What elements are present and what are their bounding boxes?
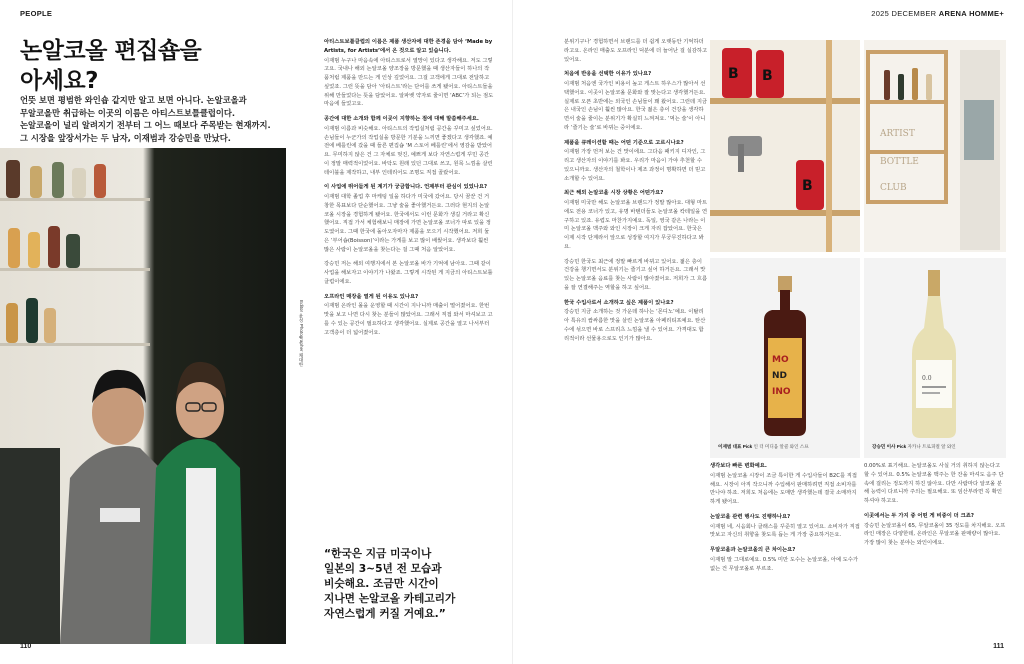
white-wine-bottle-illustration xyxy=(864,258,1006,458)
interview-question: 제품을 큐레이션할 때는 어떤 기준으로 고르시나요? xyxy=(564,139,684,146)
svg-text:ND: ND xyxy=(772,371,788,381)
body-column-3 xyxy=(710,462,860,652)
svg-text:B: B xyxy=(802,178,813,194)
interview-answer: 강승민 저는 해외 여행지에서 본 논알코올 바가 기억에 남아요. 그때 같이 사업을 해보자고 이야기가 나왔죠. 그렇게 시작된 게 지금의 아티스트보틀클럽이에요. xyxy=(324,261,493,285)
store-sign-text: ARTIST xyxy=(880,129,915,139)
deck xyxy=(20,94,320,144)
interview-answer: 이재범 누구나 마음속에 아티스트로서 열망이 있다고 생각해요. 저도 그렇고요. 국내나 해외 논알코올 양조장을 방문했을 때 생산자들이 하나의 작품처럼 제품을 만드는 게 인상 깊었어요. 그걸 고객에게 그대로 전달하고 싶었죠. 그런 뜻을 담아 ‘아티스트’라는 단어를 쓰게 됐어요. 아티스트들을 위해 만들었다는 뜻을 담았어요. 알파벳 약자로 줄이면 ‘ABC’가 되는 점도 마음에 들었고요. xyxy=(324,57,494,108)
pull-quote-line: “한국은 지금 미국이나 xyxy=(324,547,432,560)
shelf-illustration xyxy=(710,40,860,252)
interview-answer: 0.00%로 표기해요. 논알코올도 사실 거의 취하지 않는다고 할 수 있어요. 0.5% 논알코올 맥주는 한 잔을 마셔도 음주 단속에 걸리는 정도까지 하진 않아요. 다만 사람마다 알코올 분해 능력이 다르니까 주의는 필요해요. 또 임산부라면 꼭 확인하셔야 하고요. xyxy=(864,463,1004,504)
deck-line: 그 시장을 앞장서가는 두 남자, 이재범과 강승민을 만났다. xyxy=(20,132,231,143)
interview-question: 생각보다 빠른 변화예요. xyxy=(710,463,767,469)
interview-question: 아티스트보틀클럽의 이름은 제품 생산자에 대한 존경을 담아 ‘Made by Artists, for Artists’에서 온 것으로 알고 있습니다. xyxy=(324,39,493,54)
headline xyxy=(20,36,320,96)
pull-quote-line: 자연스럽게 커질 거예요.” xyxy=(324,607,446,620)
product-caption-1 xyxy=(718,444,809,450)
portrait-photo xyxy=(0,148,286,644)
deck-line: 언뜻 보면 평범한 와인숍 같지만 알고 보면 아니다. 논알코올과 xyxy=(20,95,247,105)
interview-question: 이 사업에 뛰어들게 된 계기가 궁금합니다. 언제부터 관심이 있었나요? xyxy=(324,184,488,191)
interview-question: 이곳에서는 두 가지 중 어떤 게 비중이 더 크죠? xyxy=(864,512,974,519)
interview-question: 무알코올과 논알코올의 큰 차이는요? xyxy=(710,547,796,553)
interview-question: 처음에 반응을 선택한 이유가 있나요? xyxy=(564,71,652,78)
interview-answer: 강승민 논알코올이 65, 무알코올이 35 정도를 차지해요. 오프라인 매장은 다양한데, 온라인은 무알코올 판매량이 많아요. 가장 많이 찾는 분야는 와인이에요. xyxy=(864,522,1006,546)
svg-text:B: B xyxy=(728,66,739,82)
svg-text:CLUB: CLUB xyxy=(880,183,907,193)
svg-text:B: B xyxy=(762,68,773,84)
store-interior-photo xyxy=(864,40,1006,252)
interview-question: 공간에 대한 소개와 함께 이곳이 지향하는 점에 대해 말씀해주세요. xyxy=(324,116,479,122)
pull-quote-line: 비슷해요. 조금만 시간이 xyxy=(324,577,439,590)
interview-question: 최근 해외 논알코올 시장 상황은 어떤가요? xyxy=(564,190,664,197)
body-column-4 xyxy=(864,462,1006,652)
product-photo-2 xyxy=(864,258,1006,458)
product-caption-2 xyxy=(872,444,956,450)
svg-text:INO: INO xyxy=(772,387,791,397)
interview-answer: 이재범 말 그대로예요. 0.5% 미만 도수는 논알코올, 아예 도수가 없는 건 무알코올로 부르죠. xyxy=(710,556,858,572)
body-column-2 xyxy=(564,38,708,634)
mondino-bottle-illustration xyxy=(710,258,860,458)
magazine-brand: ARENA HOMME+ xyxy=(938,9,1004,18)
interview-answer: 이재범 처음엔 국가인 비용이 높고 게스트 하우스가 많아서 선택했어요. 이곳이 논알코올 문화와 잘 맞는다고 생각했거든요. 실제로 오픈 초반에는 외국인 손님들이 꽤 왔어요. 그런데 지금은 내국인 손님이 훨씬 많아요. 한국 젊은 층이 건강을 생각하면서 술을 줄이는 분위기가 확실히 느껴져요. ‘먹는 술’이 아니라 ‘즐기는 술’로 바뀌는 중이에요. xyxy=(564,81,708,131)
interview-answer: 이재범 미국만 해도 논알코올 브랜드가 정말 많아요. 대형 마트에도 전용 코너가 있고, 유명 바텐더들도 논알코올 칵테일을 연구하고 있죠. 유럽도 마찬가지예요. 독일, 영국 같은 나라는 이미 논알코올 맥주와 와인 시장이 크게 자리 잡았어요. 한국은 이제 시작 단계라서 앞으로 성장할 여지가 무궁무진하다고 봐요. xyxy=(564,200,708,250)
photo-credit: Editor 윤성 Photographer 채대한 xyxy=(299,300,304,367)
interview-answer: 이재범 논알코올 시장이 조금 특이한 게 수입사들이 B2C를 직접 해요. 시장이 아직 작으니까 수입해서 판매하려면 직접 소비자를 만나야 하죠. 저희도 처음에는 도매만 생각했는데 결국 소매까지 하게 됐어요. xyxy=(710,472,857,505)
issue-header xyxy=(871,9,1004,18)
interview-question: 오프라인 매장을 열게 된 이유도 있나요? xyxy=(324,293,419,300)
caption-name: 이재범 대표 Pick xyxy=(718,444,753,449)
body-column-1 xyxy=(324,38,494,534)
pull-quote-line: 지나면 논알코올 카테고리가 xyxy=(324,592,456,605)
portrait-illustration xyxy=(0,148,286,644)
svg-text:0.0: 0.0 xyxy=(922,375,932,382)
interview-question: 논알코올 관련 행사도 진행하나요? xyxy=(710,513,791,520)
pull-quote xyxy=(324,546,504,621)
page-number-right: 111 xyxy=(993,643,1004,650)
interview-answer: 이재범 이름과 비슷해요. 아티스트의 작업실처럼 공간을 꾸미고 싶었어요. 손님들이 누군가의 작업실을 방문한 기분을 느끼면 좋겠다고 생각했죠. 예전에 베를린에 갔을 때 들른 편집숍 ‘M 스토어 베를린’에서 영감을 받았어요. 무미하지 않은 건 그 자체로 멋진, 예쁘게 보다 자연스럽게 꾸민 공간이 정말 매력적이었어요. 바닥도 원래 있던 그대로 쓰고, 원목 느낌을 살린 테이블을 제작하고, 내부 인테리어도 조명도 직접 골랐어요. xyxy=(324,125,493,176)
interview-answer: 이재범 가장 먼저 보는 건 맛이에요. 그다음 패키지 디자인, 그리고 생산자의 이야기를 봐요. 우리가 마음이 가야 추천할 수 있으니까요. 생산자의 철학이나 제조 과정이 명확하면 더 믿고 소개할 수 있어요. xyxy=(564,149,706,182)
product-photo-1 xyxy=(710,258,860,458)
section-label: PEOPLE xyxy=(20,9,53,18)
svg-text:BOTTLE: BOTTLE xyxy=(880,157,919,167)
store-interior-illustration xyxy=(864,40,1006,252)
headline-line: 아세요? xyxy=(20,68,98,94)
interview-answer: 강승민 지금 소개하는 것 가운데 하나는 ‘몬디노’예요. 이탈리아 특유의 쌉싸름한 맛을 살린 논알코올 아페리티프예요. 탄산수에 섞으면 바로 스프리츠 느낌을 낼 수 있어요. 가격대도 합리적이라 선물용으로도 인기가 많아요. xyxy=(564,309,706,342)
interview-answer: 이재범 네, 시음회나 클래스를 꾸준히 열고 있어요. 소비자가 직접 맛보고 자신의 취향을 찾도록 돕는 게 가장 중요하거든요. xyxy=(710,523,860,539)
pull-quote-line: 일본의 3~5년 전 모습과 xyxy=(324,562,442,575)
issue-date: 2025 DECEMBER xyxy=(871,9,937,18)
page-number-left: 110 xyxy=(20,643,32,650)
caption-text: 인 더 미디움 알콜 와인 스프 xyxy=(753,444,809,449)
shelf-photo xyxy=(710,40,860,252)
interview-answer: 이재범 대학 졸업 후 마케팅 일을 하다가 미국에 갔어요. 당시 꿈꾼 건 거창한 목표보다 단순했어요. 그냥 술을 좋아했거든요. 그러다 현지의 논알코올 시장을 경험하게 됐어요. 한국에서도 이런 문화가 생길 거라고 확신했어요. 직접 가서 체험해보니 매장에 가면 논알코올 코너가 따로 있을 정도였어요. 그때 한국에 돌아오자마자 제품을 모으기 시작했어요. 저희 둘은 ‘부어숍(Boisson)’이라는 가게를 보고 많이 배웠어요. 생각보다 훨씬 많은 사람이 논알코올을 찾는다는 걸 그때 처음 알았어요. xyxy=(324,194,491,253)
interview-answer: 분위기구나’ 경험하면서 브랜드를 더 쉽게 오랫동안 기억하더라고요. 온라인 매출도 오프라인 덕분에 더 늘어난 걸 실감하고 있어요. xyxy=(564,39,708,63)
interview-question: 한국 수입사로서 소개하고 싶은 제품이 있나요? xyxy=(564,299,674,306)
deck-line: 무알코올만 취급하는 이곳의 이름은 아티스트보틀클럽이다. xyxy=(20,107,236,118)
svg-text:MO: MO xyxy=(772,355,789,365)
caption-text: 자카나 트로피컬 알 와인 xyxy=(907,444,956,449)
caption-name: 강승민 이사 Pick xyxy=(872,444,907,449)
headline-line: 논알코올 편집숍을 xyxy=(20,38,202,64)
page-gutter xyxy=(512,0,513,664)
deck-line: 논알코올이 널리 알려지기 전부터 그 어느 때보다 주목받는 현재까지. xyxy=(20,120,271,131)
interview-answer: 강승민 한국도 최근에 정말 빠르게 바뀌고 있어요. 젊은 층이 건강을 챙기면서도 분위기는 즐기고 싶어 하거든요. 그래서 맛있는 논알코올 음료를 찾는 사람이 많아졌어요. 저희가 그 흐름을 잘 연결해주는 역할을 하고 싶어요. xyxy=(564,258,708,291)
interview-answer: 이재범 온라인 몰을 운영할 때 시간이 지나니까 매출이 떨어졌어요. 한번 맛을 보고 나면 다시 찾는 분들이 많았어요. 그래서 직접 와서 마셔보고 고를 수 있는 공간이 필요하다고 생각했어요. 실제로 공간을 열고 나서부터 고객층이 더 넓어졌어요. xyxy=(324,303,493,336)
